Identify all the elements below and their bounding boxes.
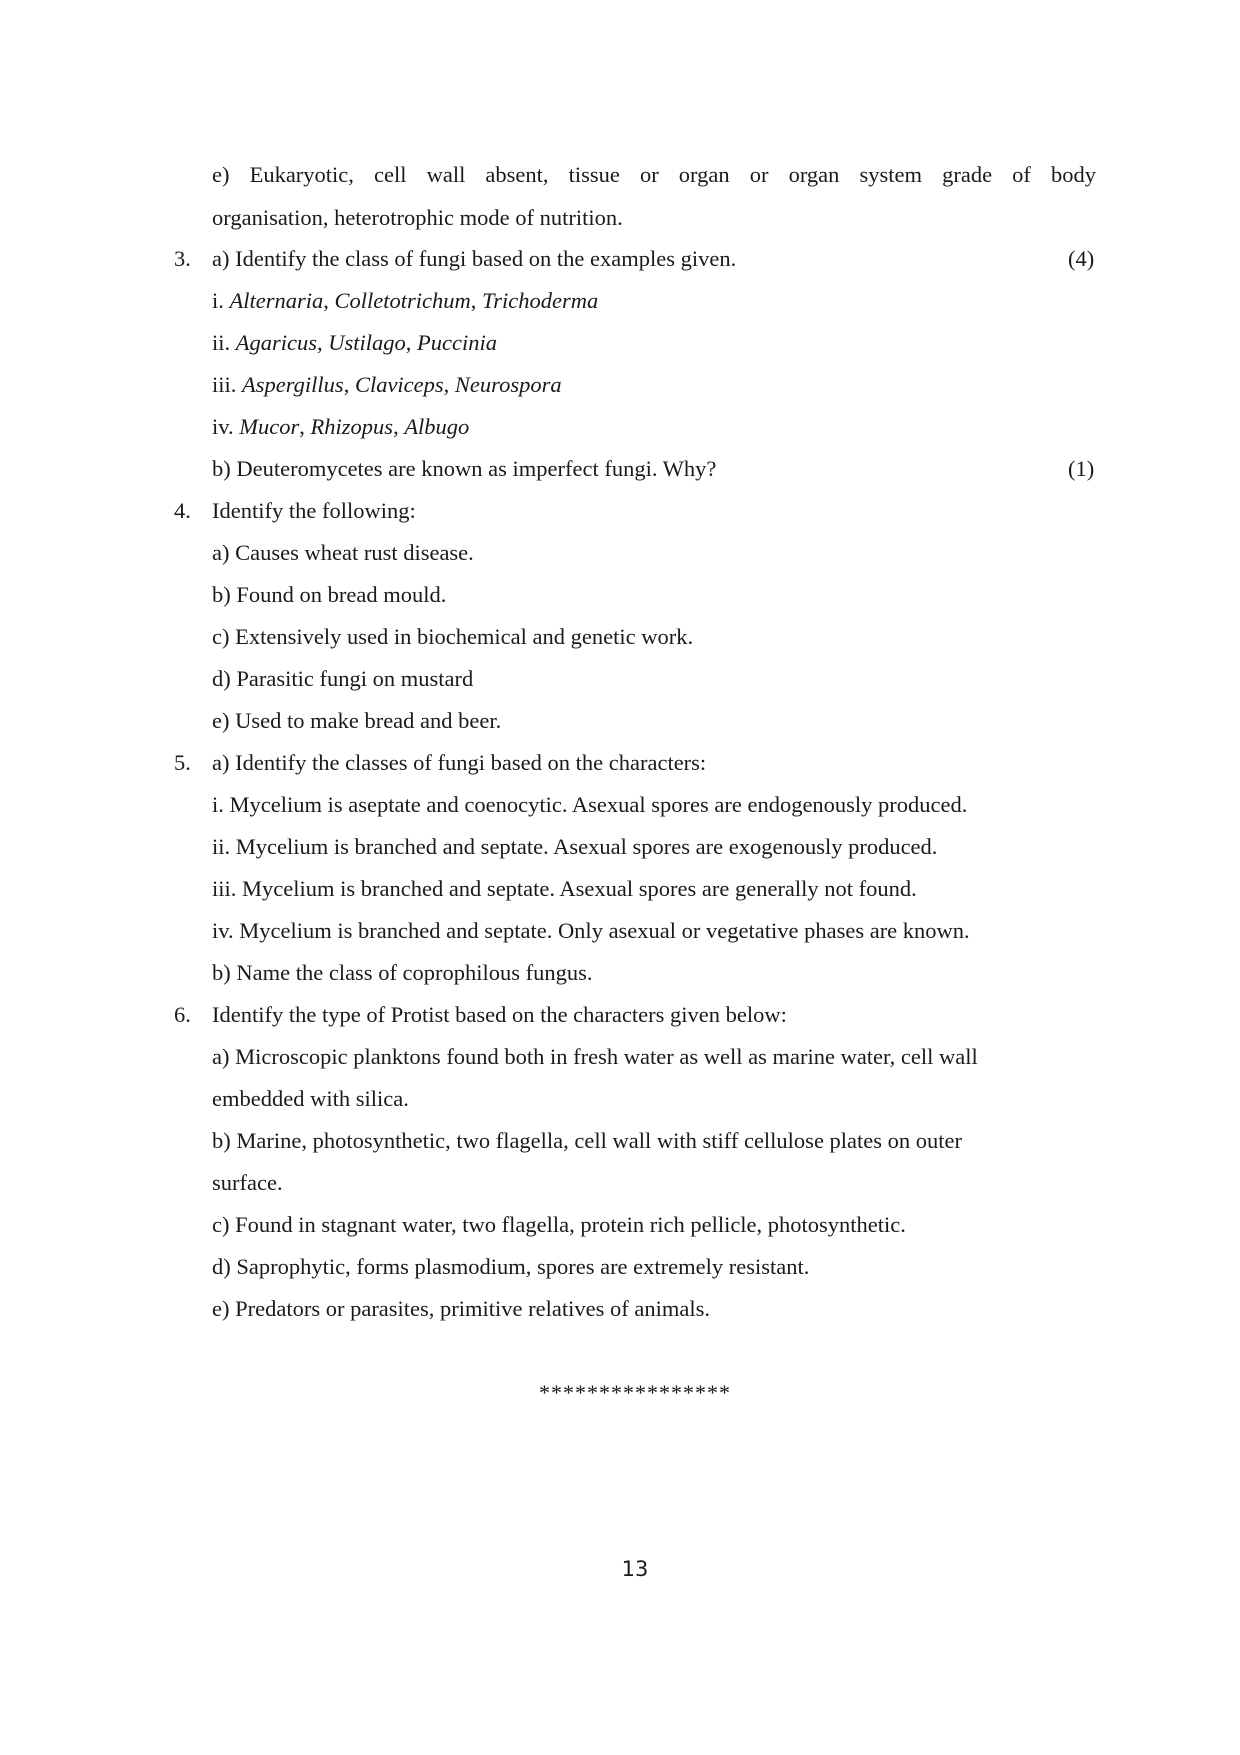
q6-item-c: c) Found in stagnant water, two flagella, protein rich pellicle, photosynthetic. <box>212 1212 906 1237</box>
q4-item-b: b) Found on bread mould. <box>212 582 447 607</box>
end-separator: **************** <box>539 1380 731 1405</box>
q4-item-e: e) Used to make bread and beer. <box>212 708 502 733</box>
q4-item-d: d) Parasitic fungi on mustard <box>212 666 474 691</box>
q6-text: Identify the type of Protist based on the characters given below: <box>212 1002 787 1027</box>
q4-item-a: a) Causes wheat rust disease. <box>212 540 474 565</box>
q4-number: 4. <box>174 498 191 523</box>
page-number: 13 <box>621 1557 649 1581</box>
q2-option-e-line2: organisation, heterotrophic mode of nutrition. <box>212 205 623 230</box>
q6-item-b-line1: b) Marine, photosynthetic, two flagella, cell wall with stiff cellulose plates on outer <box>212 1128 963 1153</box>
q3-part-a-marks: (4) <box>1068 246 1095 271</box>
q2-option-e-line1: e) Eukaryotic, cell wall absent, tissue or organ or organ system grade of body <box>212 162 1096 187</box>
q4-text: Identify the following: <box>212 498 416 523</box>
q5-part-a: a) Identify the classes of fungi based on the characters: <box>212 750 707 775</box>
q5-item-1: i. Mycelium is aseptate and coenocytic. Asexual spores are endogenously produced. <box>212 792 968 817</box>
q3-item-4: iv. Mucor, Rhizopus, Albugo <box>212 414 470 439</box>
q6-number: 6. <box>174 1002 191 1027</box>
q6-item-d: d) Saprophytic, forms plasmodium, spores are extremely resistant. <box>212 1254 810 1279</box>
q3-part-b: b) Deuteromycetes are known as imperfect fungi. Why? <box>212 456 717 481</box>
q5-part-b: b) Name the class of coprophilous fungus. <box>212 960 593 985</box>
q4-item-c: c) Extensively used in biochemical and genetic work. <box>212 624 694 649</box>
q6-item-a-line1: a) Microscopic planktons found both in fresh water as well as marine water, cell wall <box>212 1044 978 1069</box>
q6-item-b-line2: surface. <box>212 1170 283 1195</box>
q5-number: 5. <box>174 750 191 775</box>
q3-number: 3. <box>174 246 191 271</box>
q5-item-3: iii. Mycelium is branched and septate. Asexual spores are generally not found. <box>212 876 917 901</box>
q6-item-e: e) Predators or parasites, primitive relatives of animals. <box>212 1296 710 1321</box>
q3-part-a: a) Identify the class of fungi based on the examples given. <box>212 246 737 271</box>
q3-part-b-marks: (1) <box>1068 456 1095 481</box>
q5-item-4: iv. Mycelium is branched and septate. Only asexual or vegetative phases are known. <box>212 918 970 943</box>
q3-item-3: iii. Aspergillus, Claviceps, Neurospora <box>212 372 562 397</box>
q3-item-2: ii. Agaricus, Ustilago, Puccinia <box>212 330 498 355</box>
q3-item-1: i. Alternaria, Colletotrichum, Trichoderma <box>212 288 599 313</box>
q5-item-2: ii. Mycelium is branched and septate. Asexual spores are exogenously produced. <box>212 834 938 859</box>
q6-item-a-line2: embedded with silica. <box>212 1086 409 1111</box>
